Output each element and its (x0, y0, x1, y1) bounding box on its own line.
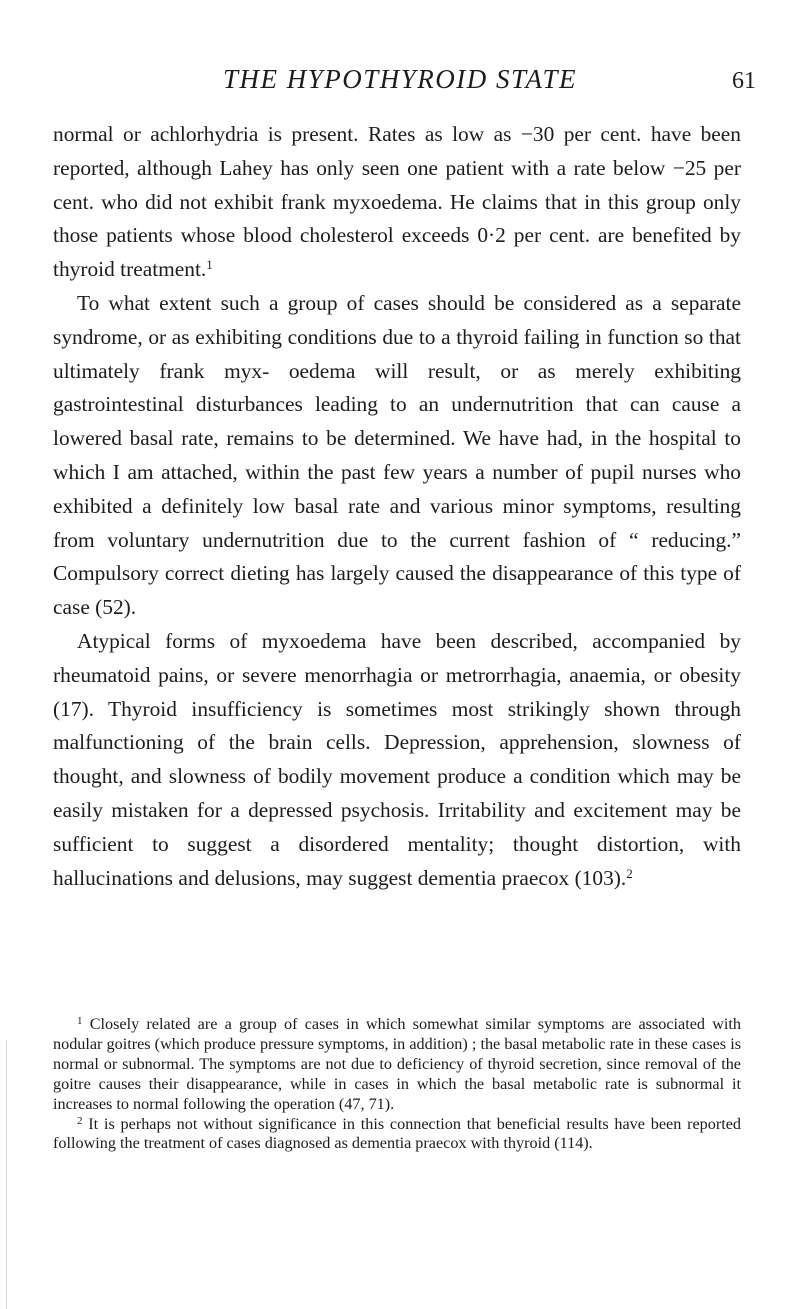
footnote-mark-2: 2 (77, 1114, 83, 1127)
paragraph-2-text: To what extent such a group of cases should be considered as a separate syndrome, or as exhibiting conditions due to a thyroid failing in function so that ultimately frank myx- oedema will result, or as merely exhibiting gastrointestinal disturbances leading to an undernutrition that can cause a lowered basal rate, remains to be determined. We have had, in the hospital to which I am attached, within the past few years a number of pupil nurses who exhibited a definitely low basal rate and various minor symptoms, resulting from voluntary undernutrition due to the current fashion of “ reducing.” Compulsory correct dieting has largely caused the disappearance of this type of case (52). (53, 290, 741, 620)
footnote-ref-1: 1 (206, 257, 213, 273)
paragraph-3-text: Atypical forms of myxoedema have been described, accompanied by rheumatoid pains, or severe menorrhagia or metrorrhagia, anaemia, or obesity (17). Thyroid insufficiency is sometimes most strikingly shown through malfunctioning of the brain cells. Depression, apprehension, slowness of thought, and slowness of bodily movement produce a condition which may be easily mistaken for a depressed psychosis. Irritability and excitement may be sufficient to suggest a disordered mentality; thought distortion, with hallucinations and delusions, may suggest dementia praecox (103). (53, 628, 741, 890)
paragraph-2 (53, 287, 741, 625)
paragraph-1 (53, 118, 741, 287)
paragraph-1-text: normal or achlorhydria is present. Rates as low as −30 per cent. have been reported, although Lahey has only seen one patient with a rate below −25 per cent. who did not exhibit frank myxoedema. He claims that in this group only those patients whose blood cholesterol exceeds 0·2 per cent. are benefited by thyroid treatment. (53, 122, 741, 282)
body-text (53, 118, 741, 895)
footnote-2-text: It is perhaps not without significance in this connection that beneficial results have been reported following the treatment of cases diagnosed as dementia praecox with thyroid (114). (53, 1114, 742, 1153)
footnotes (53, 1015, 741, 1154)
running-title: THE HYPOTHYROID STATE (222, 64, 578, 94)
footnote-1 (53, 1015, 741, 1115)
page-header (0, 64, 800, 104)
page-edge-line (6, 1040, 7, 1309)
footnote-ref-2: 2 (626, 865, 633, 881)
page-number: 61 (732, 68, 756, 94)
footnote-mark-1: 1 (77, 1015, 83, 1027)
footnote-2 (53, 1115, 741, 1155)
paragraph-3 (53, 625, 741, 895)
footnote-1-text: Closely related are a group of cases in which somewhat similar symptoms are associated with nodular goitres (which produce pressure symptoms, in addition) ; the basal metabolic rate in these cases is normal or subnormal. The symptoms are not due to deficiency of thyroid secretion, since removal of the goitre causes their disappearance, while in cases in which the basal metabolic rate is subnormal it increases to normal following the operation (47, 71). (53, 1015, 741, 1113)
